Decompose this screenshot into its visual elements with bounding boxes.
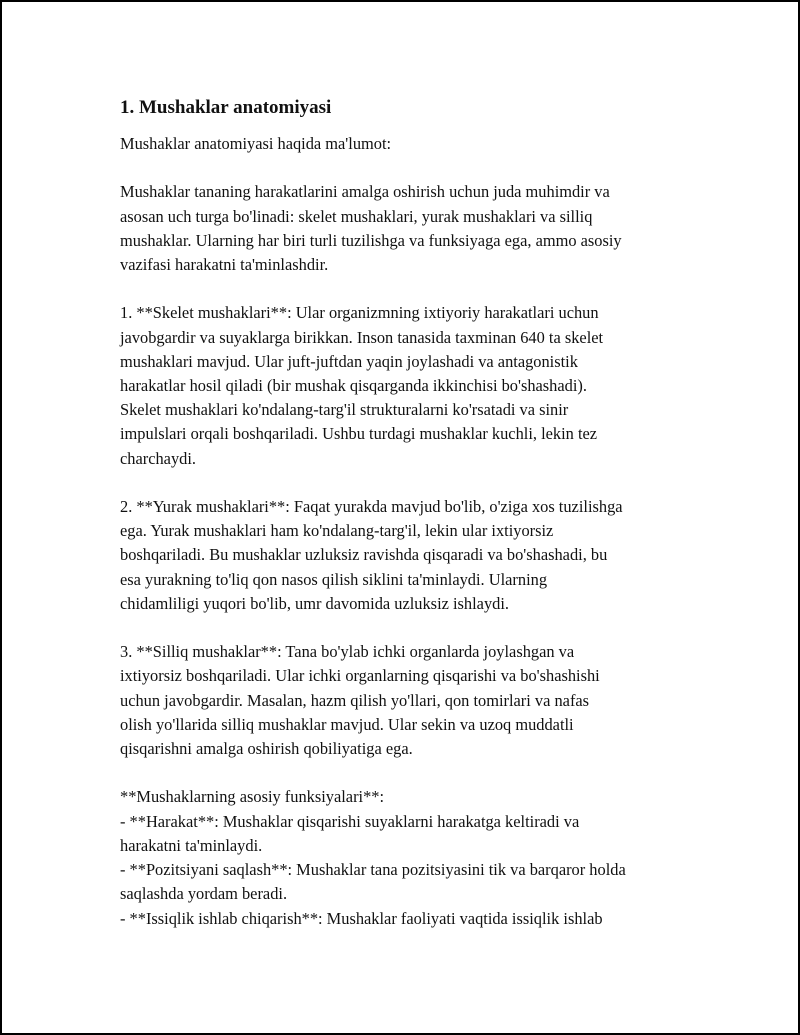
document-title: 1. Mushaklar anatomiyasi — [120, 97, 332, 118]
document-body: Mushaklar anatomiyasi haqida ma'lumot: Mushaklar tananing harakatlarini amalga oshirish uchun juda muhimdir va asosan uch turga bo'linadi: skelet mushaklari, yurak mushaklari va silliq mushaklar. Ularning har biri turli tuzilishga va funksiyaga ega, ammo asosiy vazifasi harakatni ta'minlashdir. 1. **Skelet mushaklari**: Ular organizmning ixtiyoriy harakatlari uchun javobgardir va suyaklarga birikkan. Inson tanasida taxminan 640 ta skelet mushaklari mavjud. Ular juft-juftdan yaqin joylashadi va antagonistik harakatlar hosil qiladi (bir mushak qisqarganda ikkinchisi bo'shashadi). Skelet mushaklari ko'ndalang-targ'il strukturalarni ko'rsatadi va sinir impulslari orqali boshqariladi. Ushbu turdagi mushaklar kuchli, lekin tez charchaydi. 2. **Yurak mushaklari**: Faqat yurakda mavjud bo'lib, o'ziga xos tuzilishga ega. Yurak mushaklari ham ko'ndalang-targ'il, lekin ular ixtiyorsiz boshqariladi. Bu mushaklar uzluksiz ravishda qisqaradi va bo'shashadi, bu esa yurakning to'liq qon nasos qilish siklini ta'minlaydi. Ularning chidamliligi yuqori bo'lib, umr davomida uzluksiz ishlaydi. 3. **Silliq mushaklar**: Tana bo'ylab ichki organlarda joylashgan va ixtiyorsiz boshqariladi. Ular ichki organlarning qisqarishi va bo'shashishi uchun javobgardir. Masalan, hazm qilish yo'llari, qon tomirlari va nafas olish yo'llarida silliq mushaklar mavjud. Ular sekin va uzoq muddatli qisqarishni amalga oshirish qobiliyatiga ega. **Mushaklarning asosiy funksiyalari**: - **Harakat**: Mushaklar qisqarishi suyaklarni harakatga keltiradi va harakatni ta'minlaydi. - **Pozitsiyani saqlash**: Mushaklar tana pozitsiyasini tik va barqaror holda saqlashda yordam beradi. - **Issiqlik ishlab chiqarish**: Mushaklar faoliyati vaqtida issiqlik ishlab — [120, 134, 626, 928]
